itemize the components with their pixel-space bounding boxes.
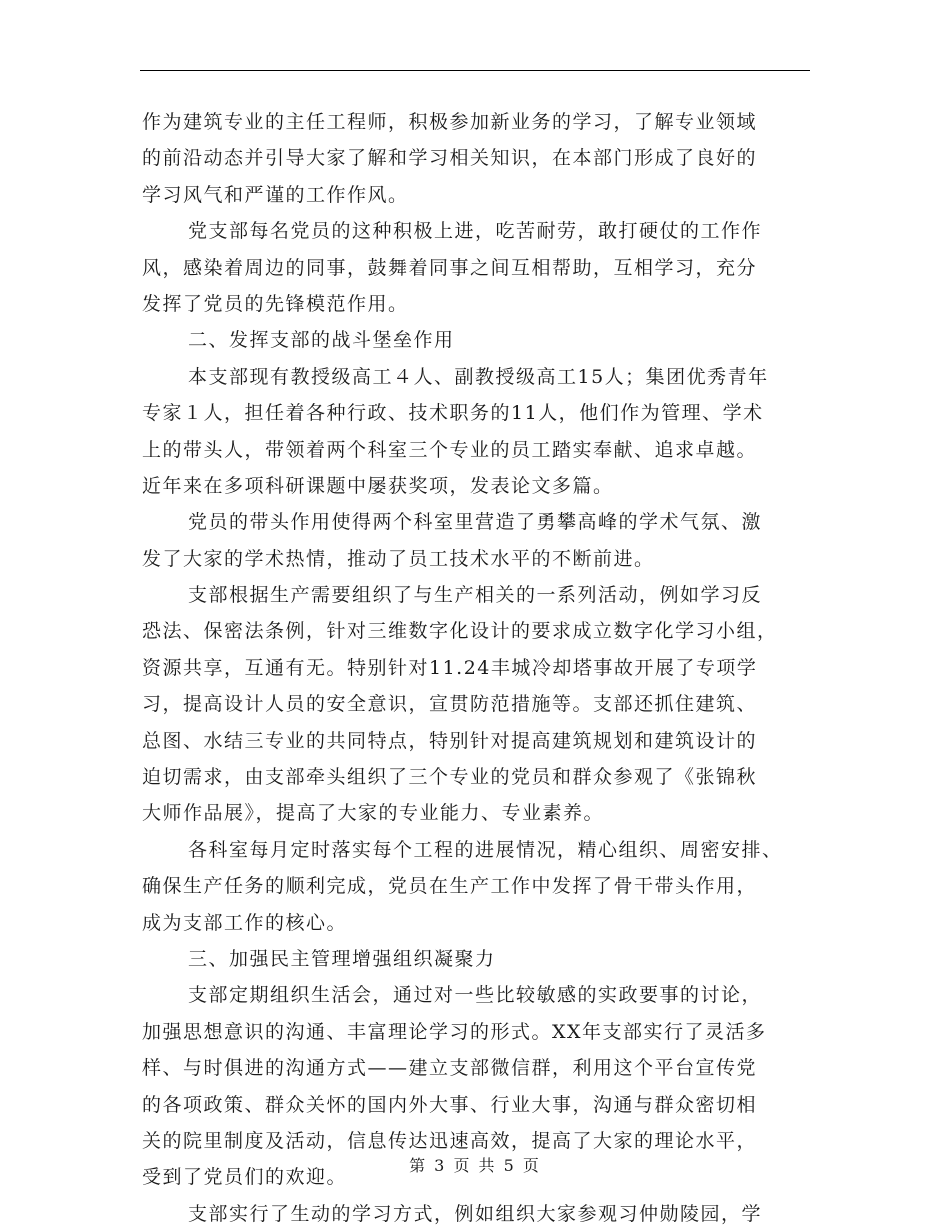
text-line: 迫切需求，由支部牵头组织了三个专业的党员和群众参观了《张锦秋 xyxy=(142,766,758,789)
page-footer: 第 3 页 共 5 页 xyxy=(409,1156,541,1175)
text-line: 确保生产任务的顺利完成，党员在生产工作中发挥了骨干带头作用， xyxy=(142,875,758,898)
text-line: 各科室每月定时落实每个工程的进展情况，精心组织、周密安排、 xyxy=(188,838,783,861)
text-line: 恐法、保密法条例，针对三维数字化设计的要求成立数字化学习小组， xyxy=(142,620,778,643)
text-line: 发挥了党员的先锋模范作用。 xyxy=(142,292,409,315)
text-line: 作为建筑专业的主任工程师，积极参加新业务的学习，了解专业领域 xyxy=(142,111,758,133)
text-line: 党员的带头作用使得两个科室里营造了勇攀高峰的学术气氛、激 xyxy=(188,511,763,534)
text-line: 受到了党员们的欢迎。 xyxy=(142,1166,348,1189)
text-line: 发了大家的学术热情，推动了员工技术水平的不断前进。 xyxy=(142,547,655,570)
text-line: 学习风气和严谨的工作作风。 xyxy=(142,183,409,206)
header-rule xyxy=(140,70,810,71)
text-line: 总图、水结三专业的共同特点，特别针对提高建筑规划和建筑设计的 xyxy=(142,729,758,752)
text-line: 支部根据生产需要组织了与生产相关的一系列活动，例如学习反 xyxy=(188,584,763,607)
text-line: 资源共享，互通有无。特别针对11.24丰城冷却塔事故开展了专项学 xyxy=(142,656,758,679)
text-line: 二、发挥支部的战斗堡垒作用 xyxy=(188,329,455,352)
text-line: 上的带头人，带领着两个科室三个专业的员工踏实奉献、追求卓越。 xyxy=(142,438,758,461)
text-line: 支部实行了生动的学习方式，例如组织大家参观习仲勋陵园，学 xyxy=(188,1202,763,1225)
text-line: 支部定期组织生活会，通过对一些比较敏感的实政要事的讨论， xyxy=(188,984,763,1007)
text-line: 关的院里制度及活动，信息传达迅速高效，提高了大家的理论水平， xyxy=(142,1129,758,1152)
text-line: 成为支部工作的核心。 xyxy=(142,911,348,934)
text-line: 风，感染着周边的同事，鼓舞着同事之间互相帮助，互相学习，充分 xyxy=(142,256,758,279)
text-line: 本支部现有教授级高工４人、副教授级高工15人；集团优秀青年 xyxy=(188,365,769,388)
text-line: 大师作品展》，提高了大家的专业能力、专业素养。 xyxy=(142,802,605,825)
text-line: 党支部每名党员的这种积极上进，吃苦耐劳，敢打硬仗的工作作 xyxy=(188,220,763,243)
document-body xyxy=(142,104,812,1232)
text-line: 习，提高设计人员的安全意识，宣贯防范措施等。支部还抓住建筑、 xyxy=(142,693,758,716)
text-line: 专家１人，担任着各种行政、技术职务的11人，他们作为管理、学术 xyxy=(142,402,764,425)
text-line: 的前沿动态并引导大家了解和学习相关知识，在本部门形成了良好的 xyxy=(142,147,758,170)
text-line: 的各项政策、群众关怀的国内外大事、行业大事，沟通与群众密切相 xyxy=(142,1093,758,1116)
text-line: 加强思想意识的沟通、丰富理论学习的形式。XX年支部实行了灵活多 xyxy=(142,1020,767,1043)
text-line: 近年来在多项科研课题中屡获奖项，发表论文多篇。 xyxy=(142,474,614,497)
text-line: 三、加强民主管理增强组织凝聚力 xyxy=(188,947,496,970)
text-line: 样、与时俱进的沟通方式——建立支部微信群，利用这个平台宣传党 xyxy=(142,1057,758,1080)
